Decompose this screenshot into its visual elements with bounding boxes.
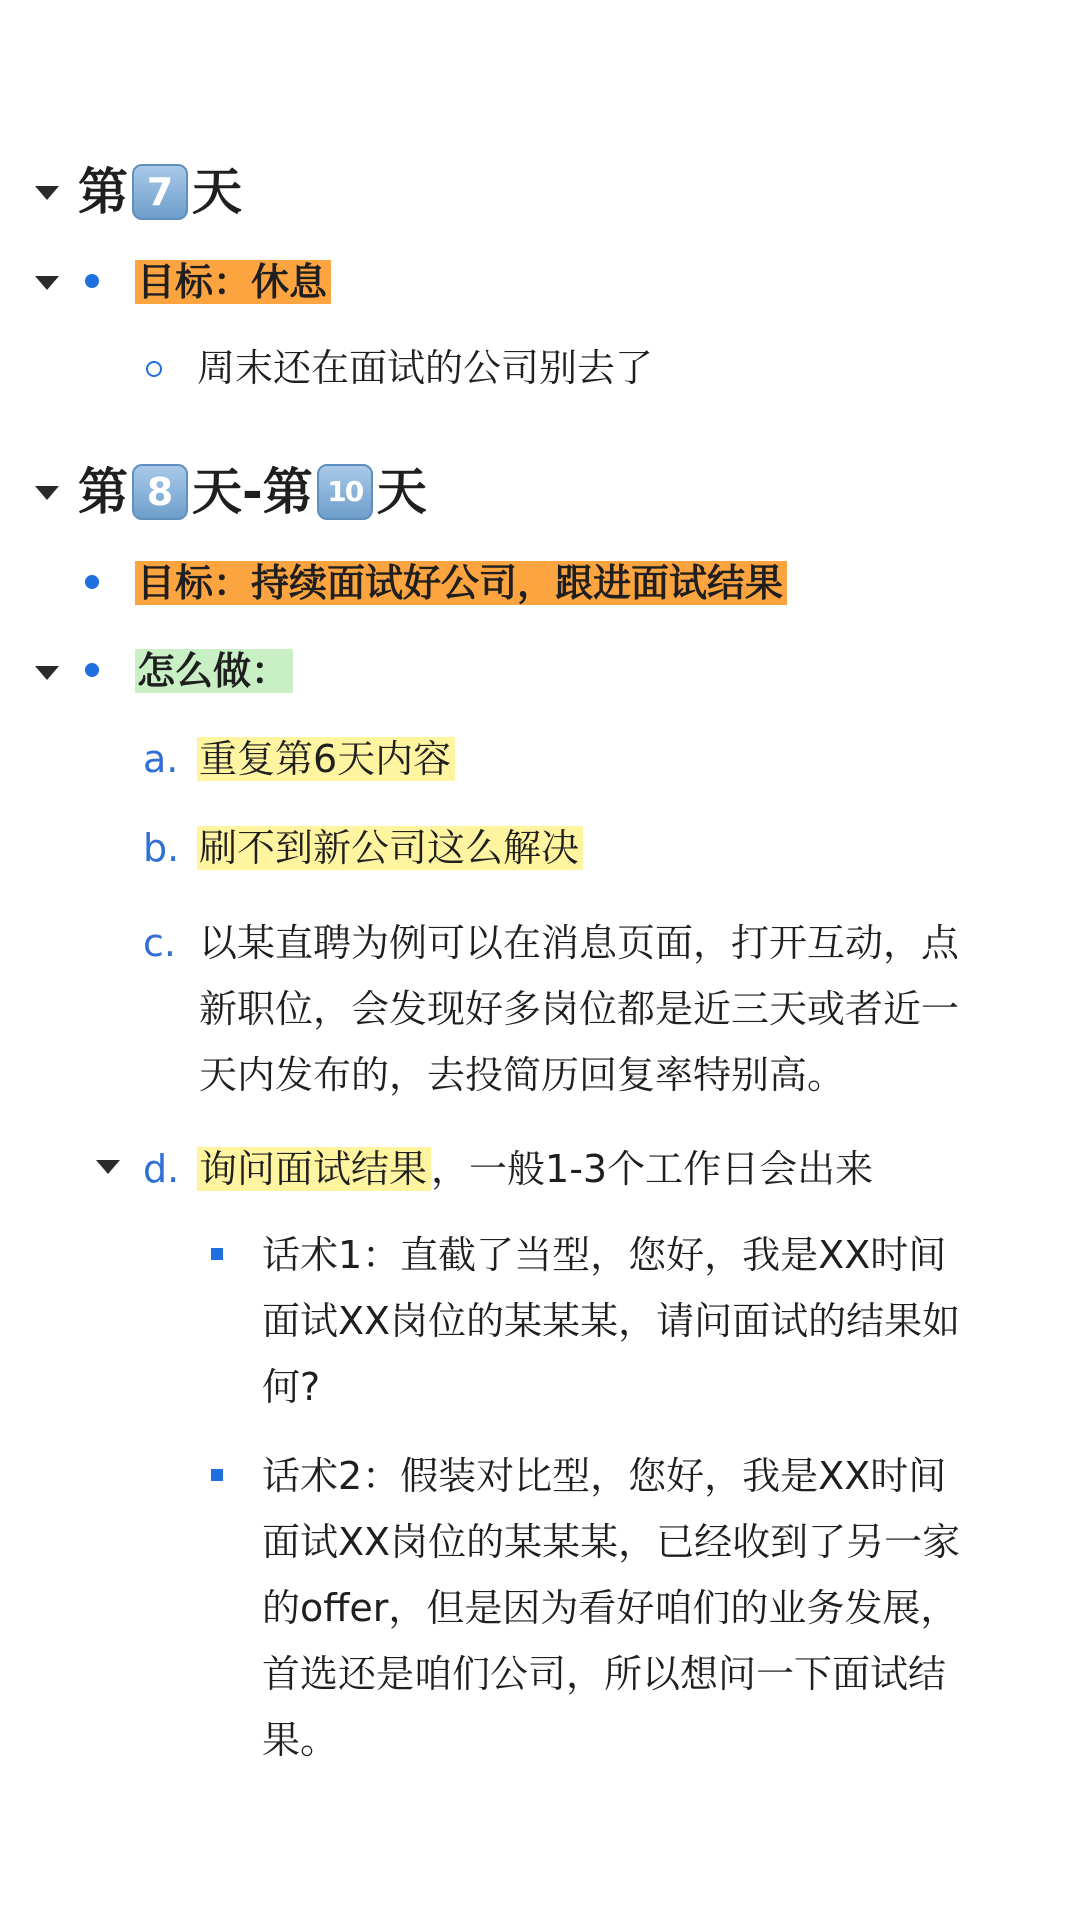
collapse-toggle-goal7[interactable] — [35, 276, 59, 290]
paragraph-line: 首选还是咱们公司，所以想问一下面试结 — [262, 1652, 947, 1696]
script-2 — [262, 1443, 960, 1773]
list-item-c — [199, 910, 959, 1108]
goal-day7 — [135, 249, 331, 315]
list-item-b-text: 刷不到新公司这么解决 — [197, 826, 583, 870]
list-marker: a. — [143, 737, 179, 781]
list-item-a — [197, 726, 455, 792]
heading-prefix: 第 — [78, 463, 128, 521]
paragraph-line: 面试XX岗位的某某某，请问面试的结果如 — [262, 1299, 961, 1343]
heading-suffix: 天 — [192, 163, 242, 221]
paragraph-line: 果。 — [262, 1718, 339, 1762]
sub-item-day7: 周末还在面试的公司别去了 — [197, 346, 654, 390]
list-item-b — [197, 815, 583, 881]
keycap-number-icon: 7 — [132, 164, 188, 220]
keycap-number-icon: 10 — [317, 464, 373, 520]
bullet-dot-icon — [85, 663, 99, 677]
paragraph-line: 话术2：假装对比型，您好，我是XX时间 — [262, 1454, 947, 1498]
paragraph-line: 以某直聘为例可以在消息页面，打开互动，点 — [199, 921, 960, 965]
bullet-square-icon — [211, 1469, 223, 1481]
bullet-circle-icon — [146, 361, 162, 377]
keycap-number-icon: 8 — [132, 464, 188, 520]
paragraph-line: 天内发布的，去投简历回复率特别高。 — [199, 1053, 846, 1097]
paragraph-line: 的offer，但是因为看好咱们的业务发展， — [262, 1586, 959, 1630]
goal-day7-text: 目标：休息 — [135, 260, 331, 304]
collapse-toggle-item-d[interactable] — [96, 1160, 120, 1174]
list-marker: b. — [143, 826, 180, 870]
paragraph-line: 何? — [262, 1365, 321, 1409]
list-marker: d. — [143, 1147, 180, 1191]
list-item-d-rest: ，一般1-3个工作日会出来 — [431, 1147, 874, 1191]
script-1 — [262, 1222, 960, 1420]
list-item-d-highlight: 询问面试结果 — [197, 1147, 431, 1191]
paragraph-line: 面试XX岗位的某某某，已经收到了另一家 — [262, 1520, 961, 1564]
list-item-a-text: 重复第6天内容 — [197, 737, 455, 781]
goal-day8 — [135, 550, 787, 616]
heading-suffix: 天 — [376, 463, 427, 521]
goal-day8-text: 目标：持续面试好公司，跟进面试结果 — [135, 561, 787, 605]
list-item-d — [197, 1136, 873, 1202]
heading-day8-10 — [78, 460, 427, 524]
collapse-toggle-day8[interactable] — [35, 486, 59, 500]
bullet-dot-icon — [85, 575, 99, 589]
heading-day7 — [78, 160, 242, 224]
how-to-text: 怎么做： — [135, 649, 293, 693]
heading-mid: 天-第 — [192, 463, 313, 521]
collapse-toggle-how[interactable] — [35, 666, 59, 680]
paragraph-line: 话术1：直截了当型，您好，我是XX时间 — [262, 1233, 947, 1277]
list-marker: c. — [143, 921, 176, 965]
bullet-square-icon — [211, 1248, 223, 1260]
how-to-label — [135, 638, 293, 704]
collapse-toggle-day7[interactable] — [35, 186, 59, 200]
heading-prefix: 第 — [78, 163, 128, 221]
bullet-dot-icon — [85, 274, 99, 288]
paragraph-line: 新职位，会发现好多岗位都是近三天或者近一 — [199, 987, 960, 1031]
